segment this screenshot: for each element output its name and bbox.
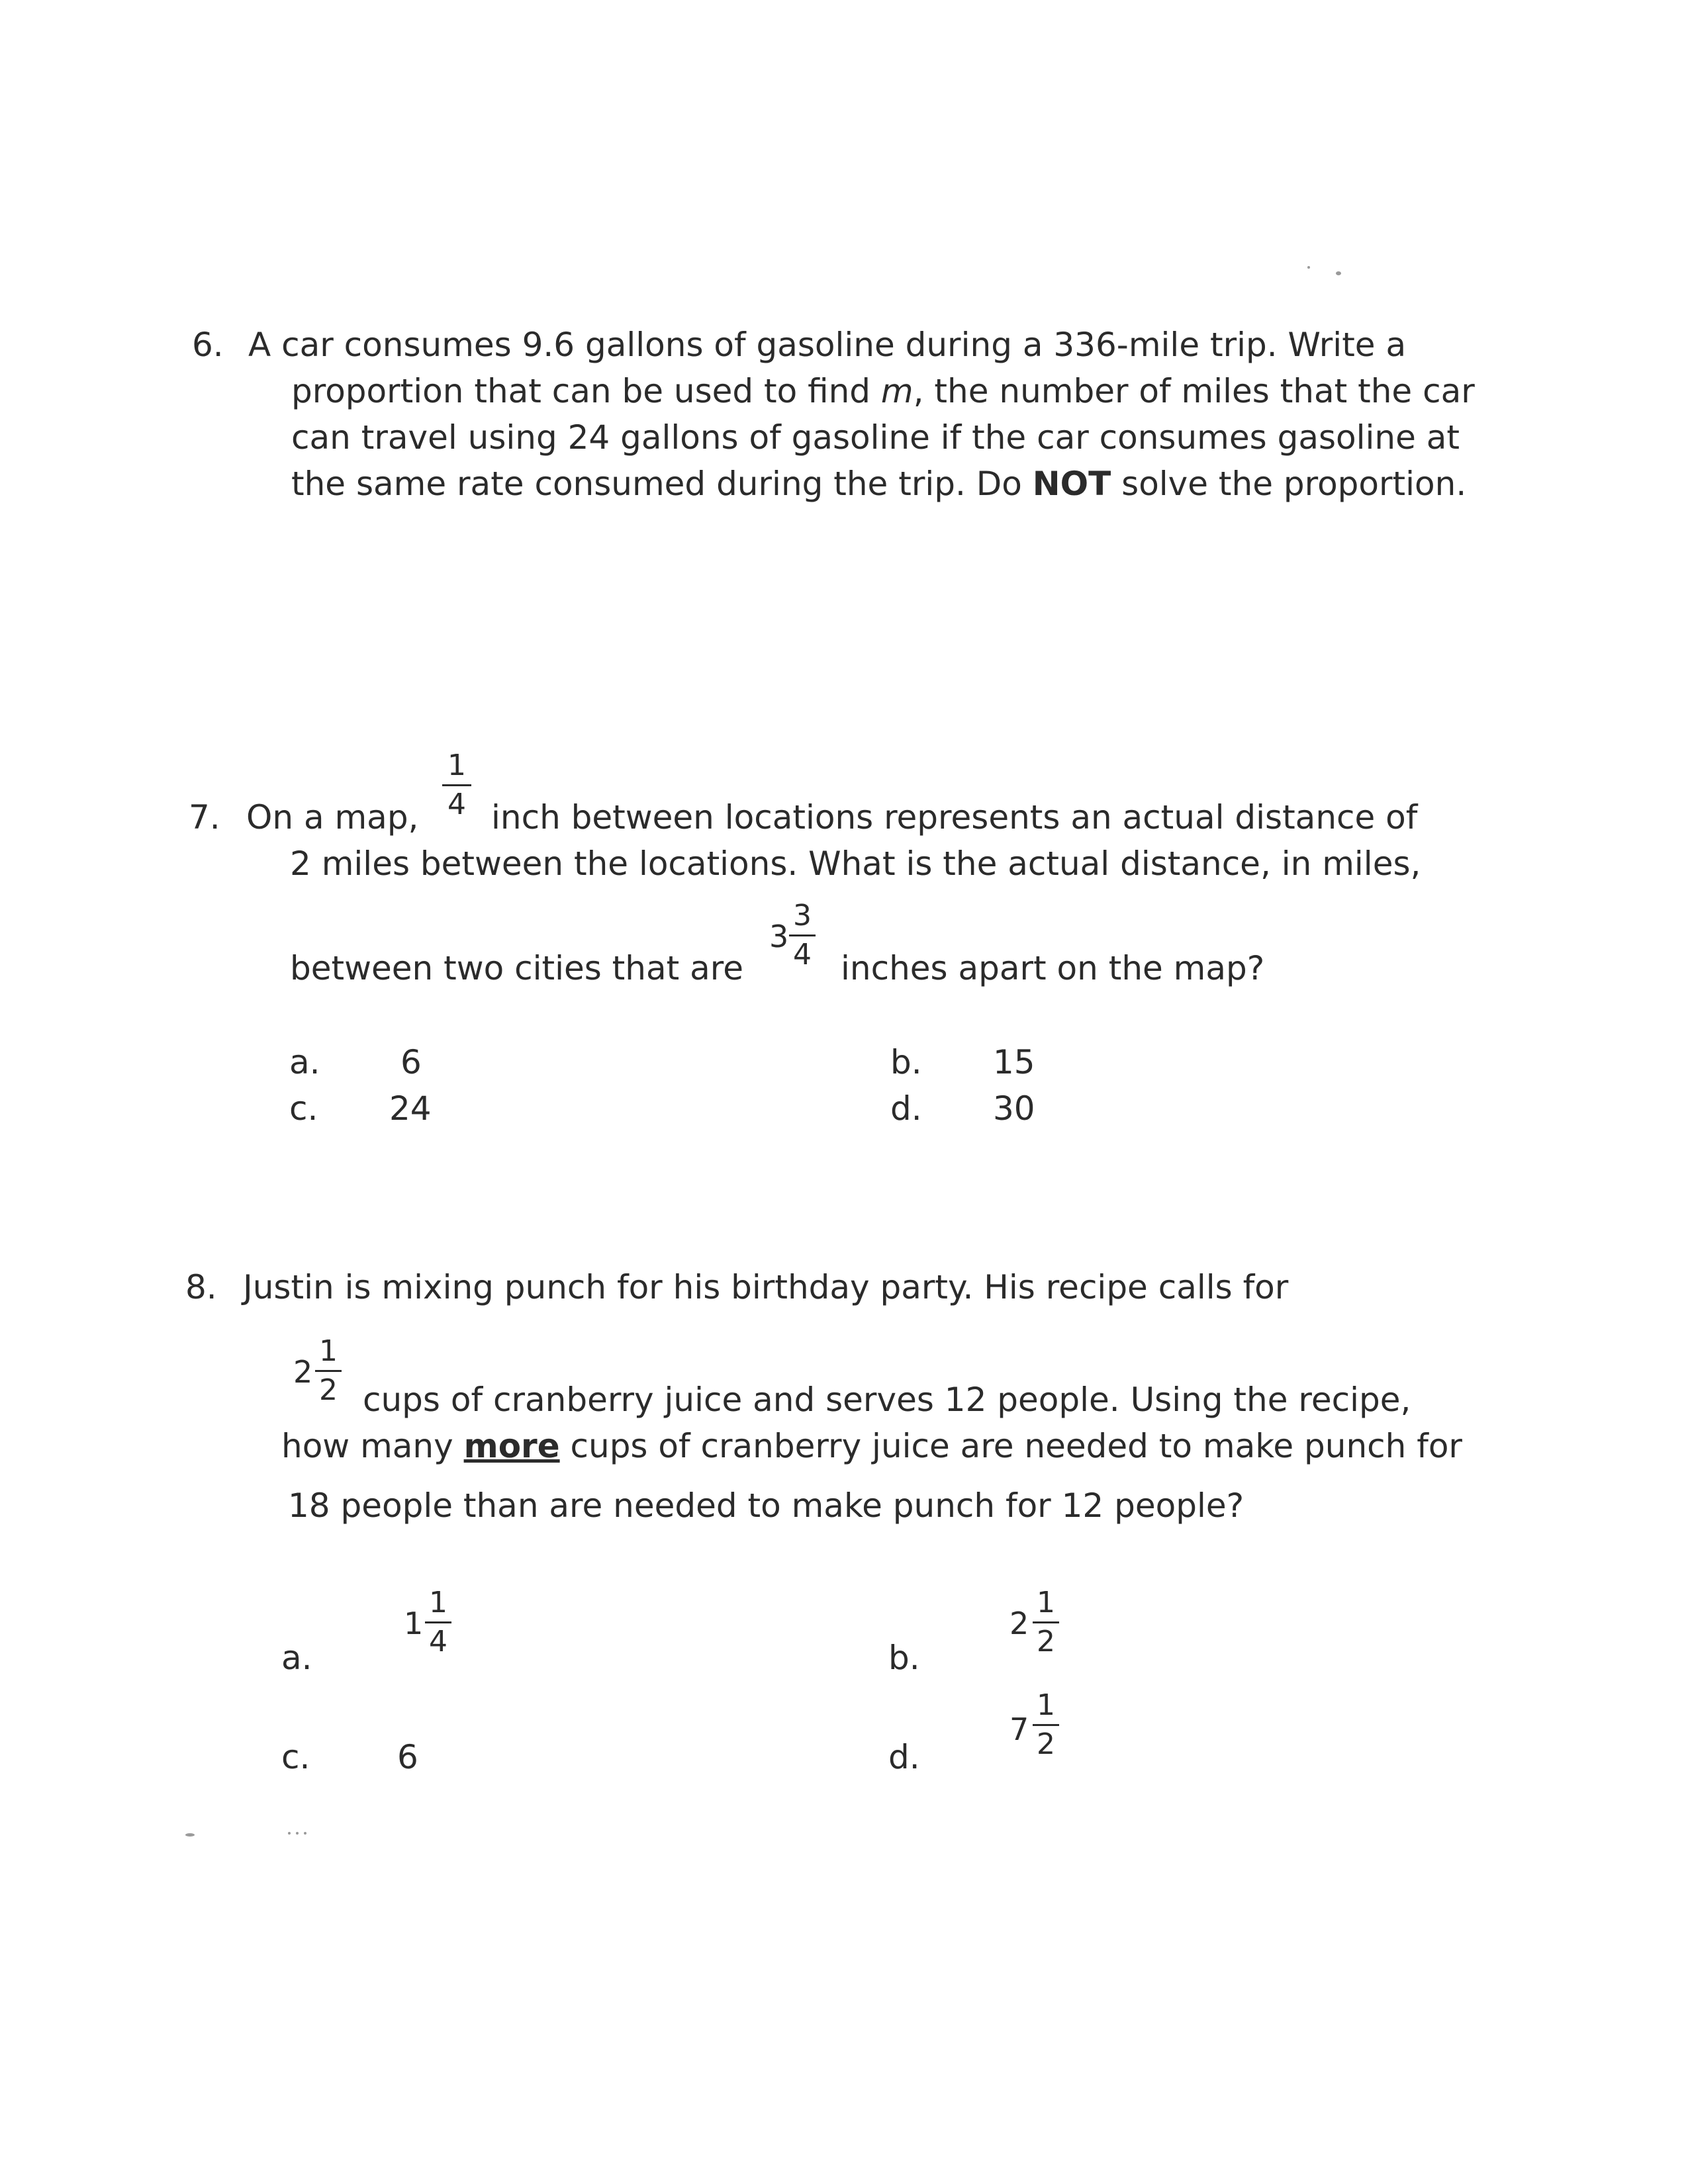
q8-line-3: how many more cups of cranberry juice are needed to make punch for: [281, 1427, 1462, 1465]
scan-speck: [304, 1832, 306, 1835]
q8-option-a-whole: 1: [404, 1606, 424, 1641]
q7-option-c-value: 24: [389, 1089, 432, 1128]
q7-line-2: 2 miles between the locations. What is the actual distance, in miles,: [290, 844, 1421, 883]
q8-option-c-value: 6: [397, 1738, 418, 1776]
q8-more-emphasis: more: [463, 1427, 560, 1465]
scan-speck: [1307, 266, 1310, 269]
q7-number: 7.: [189, 798, 220, 837]
q8-option-b-fraction: 1 2: [1033, 1588, 1059, 1657]
q7-option-c-label[interactable]: c.: [289, 1089, 318, 1128]
q7-line-1-start: On a map,: [246, 798, 419, 837]
q8-option-b-label[interactable]: b.: [888, 1639, 920, 1677]
q7-line-3-start: between two cities that are: [290, 949, 743, 987]
q6-line-3: can travel using 24 gallons of gasoline if the car consumes gasoline at: [291, 418, 1460, 457]
q8-mixed-fraction: 1 2: [315, 1337, 342, 1405]
q6-line-1: A car consumes 9.6 gallons of gasoline during a 336-mile trip. Write a: [248, 326, 1407, 364]
q8-mixed-whole: 2: [293, 1354, 313, 1390]
scan-speck: [185, 1833, 195, 1837]
q6-variable-m: m: [880, 372, 914, 410]
q7-option-d-value: 30: [993, 1089, 1035, 1128]
q8-option-a-label[interactable]: a.: [281, 1639, 312, 1677]
q8-line-1: Justin is mixing punch for his birthday party. His recipe calls for: [243, 1268, 1289, 1306]
scan-speck: [296, 1832, 299, 1835]
q8-line-2: cups of cranberry juice and serves 12 people. Using the recipe,: [363, 1381, 1411, 1419]
q8-number: 8.: [185, 1268, 217, 1306]
q7-mixed-whole: 3: [769, 919, 789, 954]
q7-option-a-label[interactable]: a.: [289, 1043, 320, 1081]
q7-option-a-value: 6: [400, 1043, 422, 1081]
q6-number: 6.: [192, 326, 224, 364]
q8-option-d-fraction: 1 2: [1033, 1691, 1059, 1759]
q7-option-d-label[interactable]: d.: [890, 1089, 922, 1128]
q8-line-4: 18 people than are needed to make punch for 12 people?: [288, 1486, 1244, 1525]
q6-not-emphasis: NOT: [1032, 465, 1111, 503]
q7-mixed-fraction: 3 4: [789, 901, 816, 970]
q7-option-b-label[interactable]: b.: [890, 1043, 922, 1081]
scan-speck: [288, 1832, 291, 1835]
q8-option-d-label[interactable]: d.: [888, 1738, 920, 1776]
q8-option-a-fraction: 1 4: [425, 1588, 451, 1657]
q7-quarter-fraction: 1 4: [442, 751, 471, 819]
q8-option-b-whole: 2: [1009, 1606, 1029, 1641]
q8-option-d-whole: 7: [1009, 1711, 1029, 1747]
q7-option-b-value: 15: [993, 1043, 1035, 1081]
q8-option-c-label[interactable]: c.: [281, 1738, 310, 1776]
q7-line-3-end: inches apart on the map?: [841, 949, 1265, 987]
q6-line-2: proportion that can be used to find m, the number of miles that the car: [291, 372, 1475, 410]
q7-line-1-end: inch between locations represents an actual distance of: [491, 798, 1418, 837]
scan-speck: [1336, 271, 1341, 275]
q6-line-4: the same rate consumed during the trip. Do NOT solve the proportion.: [291, 465, 1467, 503]
